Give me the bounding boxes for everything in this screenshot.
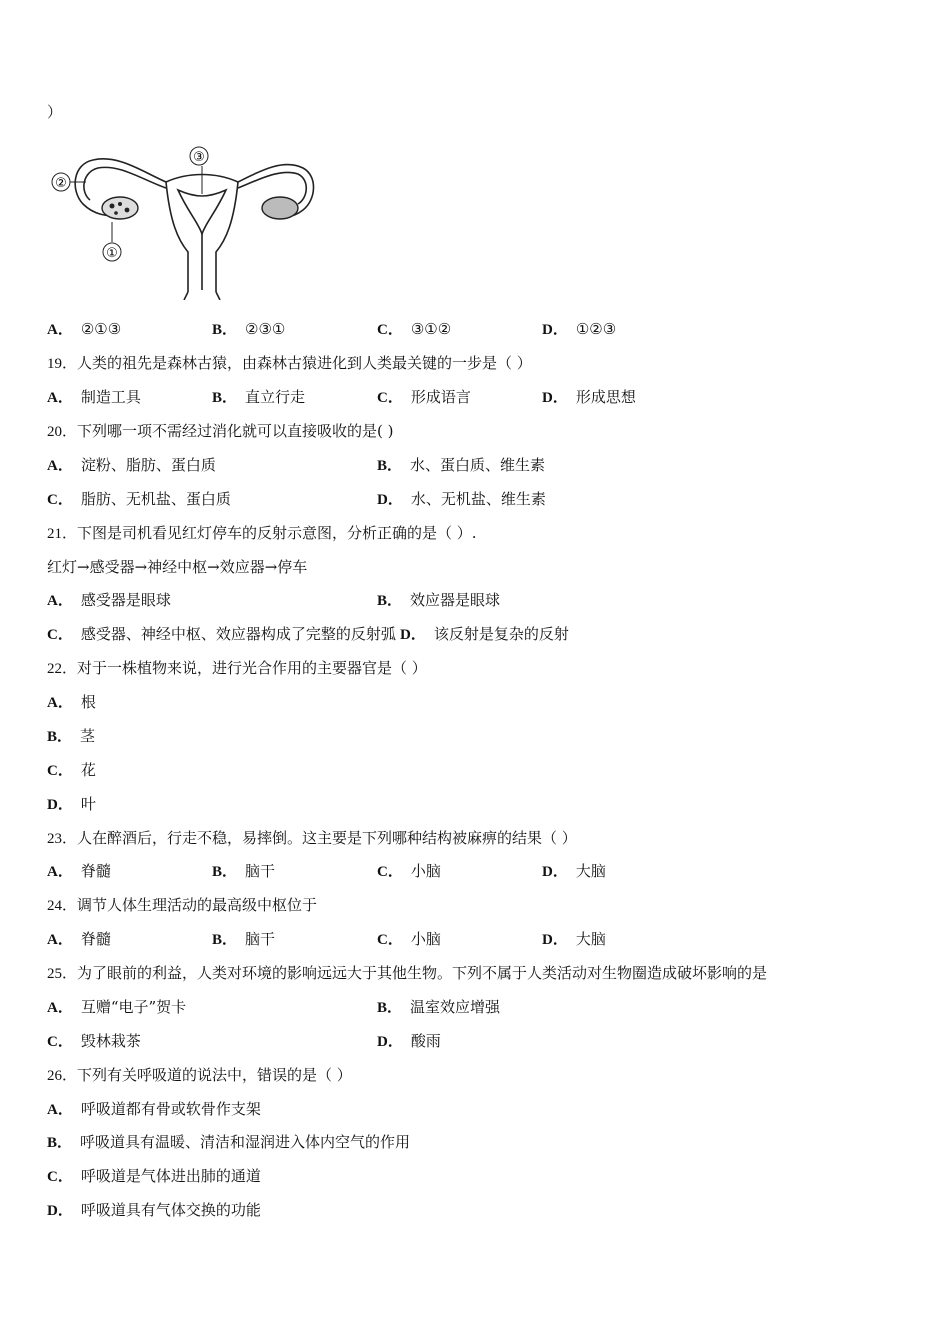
q22-option-c[interactable]: C． 花 <box>47 761 96 779</box>
q20-stem: 20．下列哪一项不需经过消化就可以直接吸收的是( ) <box>47 422 394 440</box>
q21-reflex-flow: 红灯→感受器→神经中枢→效应器→停车 <box>47 558 308 576</box>
q23-option-b[interactable]: B． 脑干 <box>212 862 276 880</box>
q24-option-c[interactable]: C． 小脑 <box>377 930 441 948</box>
q18-option-d[interactable]: D． ①②③ <box>542 320 617 338</box>
q20-option-d[interactable]: D． 水、无机盐、维生素 <box>377 490 546 508</box>
q26-option-c[interactable]: C． 呼吸道是气体进出肺的通道 <box>47 1167 261 1185</box>
q25-option-b[interactable]: B． 温室效应增强 <box>377 998 501 1016</box>
q24-option-d[interactable]: D． 大脑 <box>542 930 606 948</box>
label-3: ③ <box>193 150 205 165</box>
q22-stem: 22．对于一株植物来说，进行光合作用的主要器官是（ ） <box>47 659 427 677</box>
q26-option-a[interactable]: A． 呼吸道都有骨或软骨作支架 <box>47 1100 261 1118</box>
label-2: ② <box>55 176 67 191</box>
q18-stem-tail: ） <box>47 103 63 121</box>
q18-option-c[interactable]: C． ③①② <box>377 320 452 338</box>
q23-option-c[interactable]: C． 小脑 <box>377 862 441 880</box>
q20-option-a[interactable]: A． 淀粉、脂肪、蛋白质 <box>47 456 216 474</box>
q25-option-a[interactable]: A． 互赠“电子”贺卡 <box>47 998 187 1016</box>
q21-option-a[interactable]: A． 感受器是眼球 <box>47 591 171 609</box>
q19-option-d[interactable]: D． 形成思想 <box>542 388 636 406</box>
q21-option-c[interactable]: C． 感受器、神经中枢、效应器构成了完整的反射弧 <box>47 625 396 643</box>
q21-option-d[interactable]: D． 该反射是复杂的反射 <box>400 625 569 643</box>
q26-stem: 26．下列有关呼吸道的说法中，错误的是（ ） <box>47 1066 352 1084</box>
q22-option-a[interactable]: A． 根 <box>47 693 96 711</box>
q26-option-d[interactable]: D． 呼吸道具有气体交换的功能 <box>47 1201 261 1219</box>
q22-option-d[interactable]: D． 叶 <box>47 795 96 813</box>
left-ovary <box>102 197 138 219</box>
q21-stem: 21．下图是司机看见红灯停车的反射示意图，分析正确的是（ ）. <box>47 524 477 542</box>
q20-option-b[interactable]: B． 水、蛋白质、维生素 <box>377 456 546 474</box>
q22-option-b[interactable]: B． 茎 <box>47 727 96 745</box>
reproductive-system-figure <box>48 142 320 300</box>
q24-option-b[interactable]: B． 脑干 <box>212 930 276 948</box>
label-1: ① <box>106 246 118 261</box>
q24-stem: 24．调节人体生理活动的最高级中枢位于 <box>47 896 318 914</box>
q25-option-c[interactable]: C． 毁林栽茶 <box>47 1032 141 1050</box>
q25-stem: 25．为了眼前的利益，人类对环境的影响远远大于其他生物。下列不属于人类活动对生物圈造成破坏影响的是 <box>47 964 768 982</box>
q19-option-a[interactable]: A． 制造工具 <box>47 388 141 406</box>
q23-option-d[interactable]: D． 大脑 <box>542 862 606 880</box>
q19-option-b[interactable]: B． 直立行走 <box>212 388 306 406</box>
q18-option-a[interactable]: A． ②①③ <box>47 320 122 338</box>
q23-stem: 23．人在醉酒后，行走不稳，易摔倒。这主要是下列哪种结构被麻痹的结果（ ） <box>47 829 577 847</box>
q24-option-a[interactable]: A． 脊髓 <box>47 930 111 948</box>
q20-option-c[interactable]: C． 脂肪、无机盐、蛋白质 <box>47 490 231 508</box>
q23-option-a[interactable]: A． 脊髓 <box>47 862 111 880</box>
q19-option-c[interactable]: C． 形成语言 <box>377 388 471 406</box>
q25-option-d[interactable]: D． 酸雨 <box>377 1032 441 1050</box>
q19-stem: 19．人类的祖先是森林古猿，由森林古猿进化到人类最关键的一步是（ ） <box>47 354 532 372</box>
q18-option-b[interactable]: B． ②③① <box>212 320 286 338</box>
right-ovary <box>262 197 298 219</box>
q26-option-b[interactable]: B． 呼吸道具有温暖、清洁和湿润进入体内空气的作用 <box>47 1133 411 1151</box>
uterus-cavity <box>178 190 226 234</box>
q21-option-b[interactable]: B． 效应器是眼球 <box>377 591 501 609</box>
